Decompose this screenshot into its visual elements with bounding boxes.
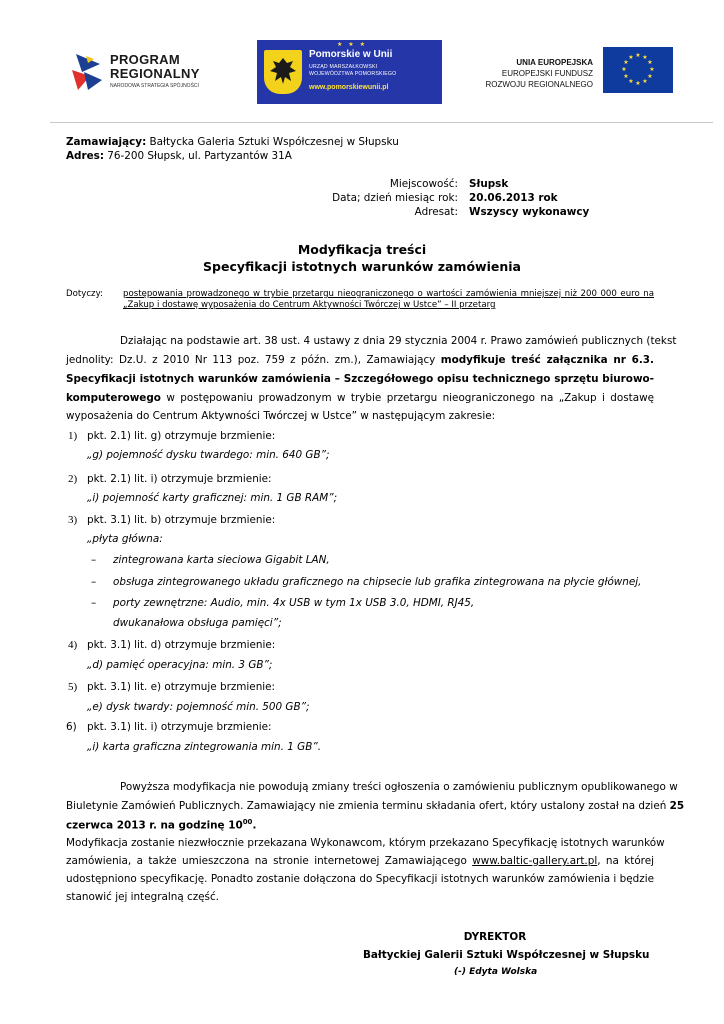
zamawiajacy-value: Bałtycka Galeria Sztuki Współczesnej w Słupsku [146,136,399,148]
para3-line2 [66,855,654,867]
intro-line4-bold: komputerowego [66,392,161,404]
header-divider [50,122,713,123]
para3-line2-text: zamówienia, a także umieszczona na stronie internetowej Zamawiającego [66,855,473,867]
intro-line4 [66,392,654,404]
eu-line3: ROZWOJU REGIONALNEGO [485,80,593,89]
signature-name: (-) Edyta Wolska [454,967,538,977]
miejscowosc-value: Słupsk [469,178,509,190]
svg-text:★: ★ [628,54,634,61]
svg-text:★: ★ [628,78,634,85]
dotyczy-line1: postępowania prowadzonego w trybie przetargu nieograniczonego o wartości zamówienia mniejszej niż 200 000 euro na [123,289,654,299]
intro-line3: Specyfikacji istotnych warunków zamówienia – Szczegółowego opisu technicznego sprzętu biurowo- [66,373,654,385]
program-logo-line1: PROGRAM [110,52,180,67]
pomorskie-stars-icon: ★ ★ ★ [337,41,367,48]
eu-flag-icon [603,47,673,93]
item-1-sub: „g) pojemność dysku twardego: min. 640 GB”; [87,449,330,461]
item-4-sub: „d) pamięć operacyjna: min. 3 GB”; [87,659,273,671]
para2-line2-text: Biuletynie Zamówień Publicznych. Zamawiający nie zmienia terminu składania ofert, który ustalony został na dzień [66,800,670,812]
gallery-website-link[interactable]: www.baltic-gallery.art.pl [472,855,598,867]
item-6-sub: „i) karta graficzna zintegrowania min. 1 GB”. [87,741,322,753]
svg-text:★: ★ [642,54,648,61]
miejscowosc-label: Miejscowość: [389,178,458,190]
intro-line4-text: w postępowaniu prowadzonym w trybie przetargu nieograniczonego na „Zakup i dostawę [160,392,654,404]
data-label: Data; dzień miesiąc rok: [332,192,458,204]
para2-line3-text: czerwca 2013 r. na godzinę 10 [66,819,243,832]
signature-title: DYREKTOR [463,931,527,943]
item-1-number: 1) [68,430,78,442]
svg-text:★: ★ [647,73,653,80]
pomorskie-line1: URZĄD MARSZAŁKOWSKI [309,64,378,70]
document-title-line1: Modyfikacja treści [297,242,427,257]
item-5-number: 5) [68,681,78,693]
dash-1: – [91,554,97,566]
intro-line2-text: jednolity: Dz.U. z 2010 Nr 113 poz. 759 z późn. zm.), Zamawiający [66,354,441,366]
pomorskie-w-unii-logo [257,40,442,104]
eu-stars-icon [603,47,673,93]
para2-line2-bold: 25 [669,800,685,812]
para2-line3-sup: 00 [242,818,253,826]
para2-line3 [66,818,256,831]
zamawiajacy-line [66,136,399,148]
program-regionalny-emblem-icon [70,50,104,94]
intro-line2-bold: modyfikuje treść załącznika nr 6.3. [440,354,654,366]
item-3-number: 3) [68,514,78,526]
dash-item-3: porty zewnętrzne: Audio, min. 4x USB w tym 1x USB 3.0, HDMI, RJ45, [113,597,475,609]
para2-line3-end: . [252,819,257,832]
item-3-sub: „płyta główna: [87,533,163,545]
svg-text:★: ★ [647,59,653,66]
item-5-sub: „e) dysk twardy: pojemność min. 500 GB”; [87,701,310,713]
dotyczy-line2: „Zakup i dostawę wyposażenia do Centrum Aktywności Twórczej w Ustce” – II przetarg [123,300,496,310]
dash-3: – [91,597,97,609]
adresat-label: Adresat: [414,206,458,218]
para2-line2 [66,800,685,812]
signature-org: Bałtyckiej Galerii Sztuki Współczesnej w Słupsku [363,949,650,961]
item-2-text: pkt. 2.1) lit. i) otrzymuje brzmienie: [87,473,272,485]
svg-text:★: ★ [635,80,641,87]
intro-line1: Działając na podstawie art. 38 ust. 4 ustawy z dnia 29 stycznia 2004 r. Prawo zamówień publicznych (tekst [120,335,677,347]
item-4-number: 4) [68,639,78,651]
document-title-line2: Specyfikacji istotnych warunków zamówienia [203,259,521,274]
svg-text:★: ★ [623,73,629,80]
dash-item-4: dwukanałowa obsługa pamięci”; [113,617,282,629]
program-regionalny-logo [66,44,236,100]
svg-text:★: ★ [635,52,641,59]
item-5-text: pkt. 3.1) lit. e) otrzymuje brzmienie: [87,681,276,693]
svg-text:★: ★ [649,66,655,73]
dash-2: – [91,576,97,588]
dash-item-2: obsługa zintegrowanego układu graficznego na chipsecie lub grafika zintegrowana na płycie głównej, [113,576,642,588]
pomorskie-title: Pomorskie w Unii [309,49,393,60]
item-2-sub: „i) pojemność karty graficznej: min. 1 GB RAM”; [87,492,338,504]
para2-line1: Powyższa modyfikacja nie powodują zmiany treści ogłoszenia o zamówieniu publicznym opublikowanego w [120,781,678,793]
item-6-text: pkt. 3.1) lit. i) otrzymuje brzmienie: [87,721,272,733]
intro-line2 [66,354,654,366]
data-value: 20.06.2013 rok [469,192,558,204]
program-logo-line2: REGIONALNY [110,66,200,81]
svg-text:★: ★ [623,59,629,66]
item-6-number: 6) [66,721,77,733]
item-1-text: pkt. 2.1) lit. g) otrzymuje brzmienie: [87,430,276,442]
adres-line [66,150,292,162]
item-3-text: pkt. 3.1) lit. b) otrzymuje brzmienie: [87,514,276,526]
zamawiajacy-label: Zamawiający: [66,136,147,148]
dash-item-1: zintegrowana karta sieciowa Gigabit LAN, [113,554,330,566]
para3-line3: udostępniono specyfikację. Ponadto zostanie dołączona do Specyfikacji istotnych warunków zamówienia i będzie [66,873,654,885]
eu-line2: EUROPEJSKI FUNDUSZ [501,69,593,78]
program-logo-line3: NARODOWA STRATEGIA SPÓJNOŚCI [110,83,199,89]
svg-text:★: ★ [621,66,627,73]
adres-value: 76-200 Słupsk, ul. Partyzantów 31A [104,150,292,162]
griffin-icon [266,54,300,88]
item-4-text: pkt. 3.1) lit. d) otrzymuje brzmienie: [87,639,276,651]
para3-line2-end: , na której [597,855,655,867]
pomorskie-line2: WOJEWÓDZTWA POMORSKIEGO [309,71,397,77]
para3-line4: stanowić jej integralną część. [66,891,219,903]
dotyczy-label: Dotyczy: [66,289,103,299]
item-2-number: 2) [68,473,78,485]
pomorskie-url: www.pomorskiewunii.pl [309,84,389,91]
svg-text:★: ★ [642,78,648,85]
adres-label: Adres: [66,150,104,162]
intro-line5: wyposażenia do Centrum Aktywności Twórczej w Ustce” w następującym zakresie: [66,410,496,422]
eu-fund-text [485,57,593,90]
adresat-value: Wszyscy wykonawcy [469,206,590,218]
para3-line1: Modyfikacja zostanie niezwłocznie przekazana Wykonawcom, którym przekazano Specyfikację istotnych warunków [66,837,665,849]
eu-line1: UNIA EUROPEJSKA [516,58,593,67]
